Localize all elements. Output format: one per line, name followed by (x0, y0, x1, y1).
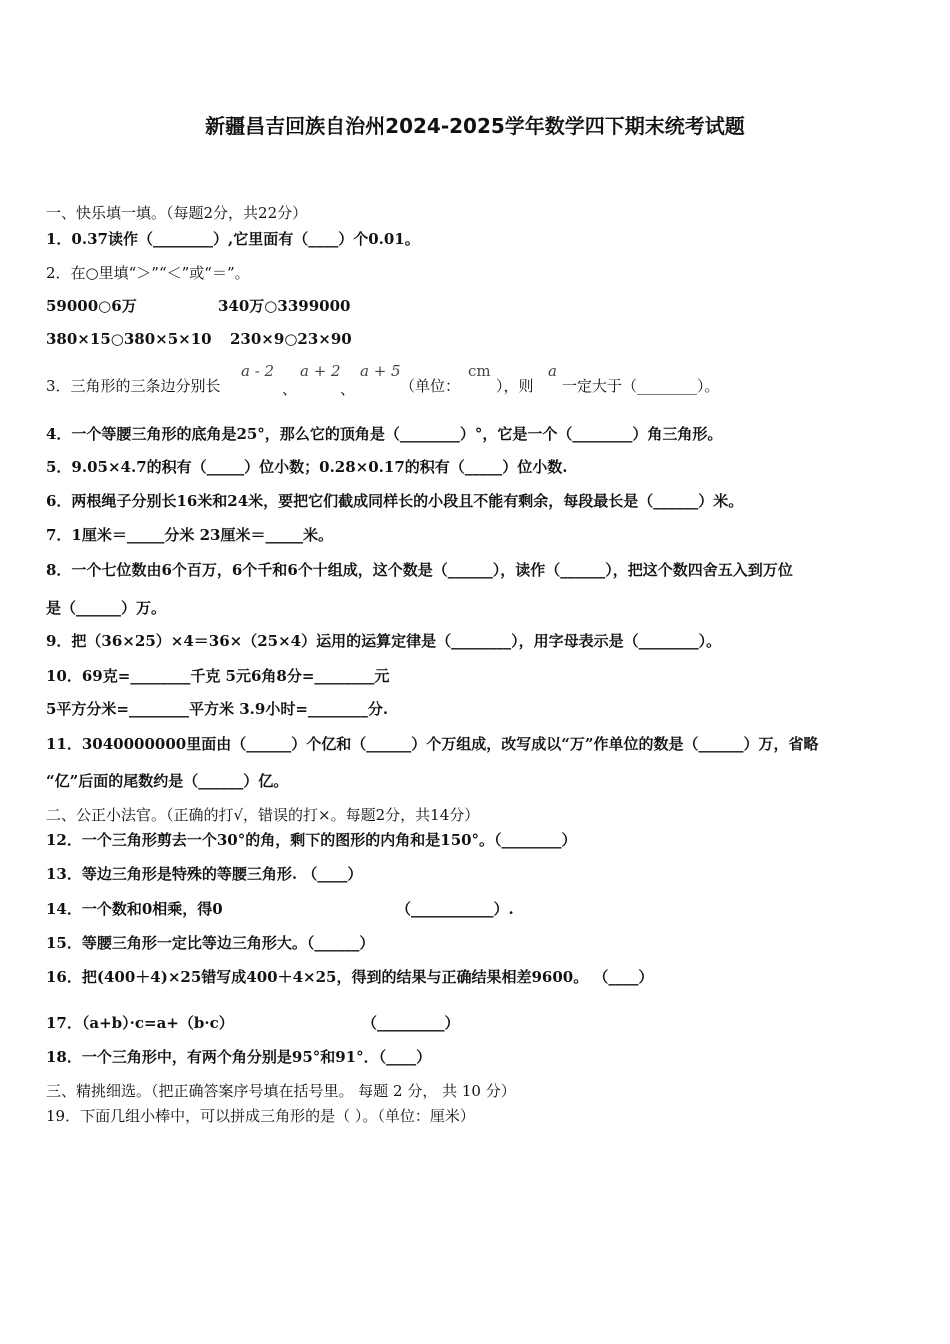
question-3-unit: cm (468, 362, 491, 380)
question-17-text: 17．（a+b）·c=a+（b·c） (46, 1014, 234, 1032)
question-14-blank: （___________）. (396, 900, 514, 918)
page-title: 新疆昌吉回族自治州2024-2025学年数学四下期末统考试题 (205, 114, 745, 138)
question-2-item-a: 59000○6万 (46, 297, 137, 315)
question-2: 2．在○里填“＞”“＜”或“＝”。 (46, 264, 250, 282)
question-3-unit-open: （单位： (400, 377, 461, 395)
question-15: 15．等腰三角形一定比等边三角形大。（______） (46, 934, 375, 952)
question-3-math-2: a + 2 (300, 362, 341, 380)
question-3-sep-2: 、 (340, 380, 356, 398)
question-8-line-1: 8．一个七位数由6个百万，6个千和6个十组成，这个数是（______），读作（______），把这个数四舍五入到万位 (46, 561, 793, 579)
question-10-line-2: 5平方分米=________平方米 3.9小时=________分. (46, 700, 389, 718)
question-16: 16．把(400＋4)×25错写成400＋4×25，得到的结果与正确结果相差9600。 （____） (46, 968, 654, 986)
question-9: 9．把（36×25）×4＝36×（25×4）运用的运算定律是（________），用字母表示是（________）。 (46, 632, 722, 650)
question-12: 12．一个三角形剪去一个30°的角，剩下的图形的内角和是150°。（________） (46, 831, 577, 849)
question-7: 7．1厘米＝_____分米 23厘米＝_____米。 (46, 526, 333, 544)
question-3-variable: a (548, 362, 557, 380)
question-3-prefix: 3．三角形的三条边分别长 (46, 377, 221, 395)
question-17-blank: （_________） (362, 1014, 460, 1032)
question-5: 5．9.05×4.7的积有（_____）位小数；0.28×0.17的积有（_____）位小数. (46, 458, 568, 476)
question-2-item-d: 230×9○23×90 (230, 330, 352, 348)
section-3-heading: 三、精挑细选。（把正确答案序号填在括号里。 每题 2 分， 共 10 分） (46, 1082, 516, 1100)
question-13: 13．等边三角形是特殊的等腰三角形. （____） (46, 865, 363, 883)
question-10-line-1: 10．69克=________千克 5元6角8分=________元 (46, 667, 390, 685)
section-2-heading: 二、公正小法官。（正确的打√，错误的打×。每题2分，共14分） (46, 806, 480, 824)
question-19: 19．下面几组小棒中，可以拼成三角形的是（ ）。（单位：厘米） (46, 1107, 475, 1125)
question-3-math-3: a + 5 (360, 362, 401, 380)
question-3-sep-1: 、 (282, 380, 298, 398)
question-3-unit-close: ），则 (496, 377, 534, 395)
question-3-suffix: 一定大于（________）。 (562, 377, 720, 395)
question-6: 6．两根绳子分别长16米和24米，要把它们截成同样长的小段且不能有剩余，每段最长是（______）米。 (46, 492, 744, 510)
question-11-line-2: “亿”后面的尾数约是（______）亿。 (46, 772, 289, 790)
question-4: 4．一个等腰三角形的底角是25°，那么它的顶角是（________）°，它是一个（________）角三角形。 (46, 425, 723, 443)
question-11-line-1: 11．3040000000里面由（______）个亿和（______）个万组成，改写成以“万”作单位的数是（______）万，省略 (46, 735, 819, 753)
question-2-item-b: 340万○3399000 (218, 297, 351, 315)
question-14-text: 14．一个数和0相乘，得0 (46, 900, 223, 918)
question-18: 18．一个三角形中，有两个角分别是95°和91°．（____） (46, 1048, 432, 1066)
question-2-item-c: 380×15○380×5×10 (46, 330, 212, 348)
section-1-heading: 一、快乐填一填。（每题2分，共22分） (46, 204, 308, 222)
question-8-line-2: 是（______）万。 (46, 599, 167, 617)
question-1: 1．0.37读作（________）,它里面有（____）个0.01。 (46, 230, 420, 248)
question-3-math-1: a - 2 (241, 362, 275, 380)
